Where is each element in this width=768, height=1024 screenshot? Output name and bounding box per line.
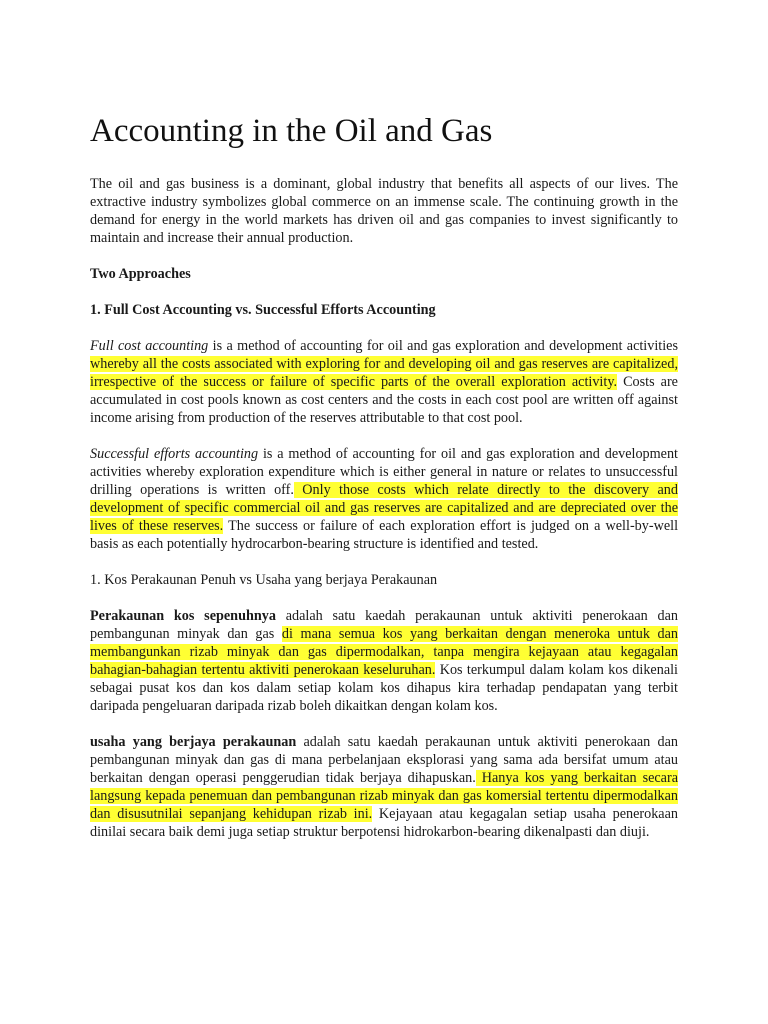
full-cost-text-2: Costs are accumulated in cost pools known as cost centers and the costs in each cost pool are written off against income arising from production of the reserves attributable to that cost pool. <box>90 374 678 426</box>
kos-penuh-text-1: adalah satu kaedah perakaunan untuk aktiviti penerokaan dan pembangunan minyak dan gas <box>90 608 678 642</box>
subheading-english: 1. Full Cost Accounting vs. Successful Efforts Accounting <box>90 302 436 318</box>
full-cost-text-1: is a method of accounting for oil and gas exploration and development activities <box>208 338 678 354</box>
kos-penuh-highlight: di mana semua kos yang berkaitan dengan meneroka untuk dan membangunkan rizab minyak dan gas dipermodalkan, tanpa mengira kejayaan atau kegagalan bahagian-bahagian tertentu aktiviti penerokaan keseluruhan. <box>90 626 678 678</box>
successful-efforts-text-2: The success or failure of each exploration effort is judged on a well-by-well basis as each potentially hydrocarbon-bearing structure is identified and tested. <box>90 518 679 552</box>
intro-paragraph: The oil and gas business is a dominant, global industry that benefits all aspects of our lives. The extractive industry symbolizes global commerce on an immense scale. The continuing growth in the demand for energy in the world markets has driven oil and gas companies to invest significantly to maintain and increase their annual production. <box>90 176 678 246</box>
successful-efforts-highlight: Only those costs which relate directly to the discovery and development of specific commercial oil and gas reserves are capitalized and are depreciated over the lives of these reserves. <box>90 482 678 534</box>
kos-penuh-text-2: Kos terkumpul dalam kolam kos dikenali sebagai pusat kos dan kos dalam setiap kolam kos dihapus kira terhadap pendapatan yang terbit daripada pengeluaran daripada rizab boleh dikaitkan dengan kolam kos. <box>90 662 678 714</box>
document-title: Accounting in the Oil and Gas <box>90 113 493 149</box>
usaha-berjaya-paragraph <box>90 733 678 841</box>
kos-penuh-term: Perakaunan kos sepenuhnya <box>90 608 276 624</box>
usaha-berjaya-highlight: Hanya kos yang berkaitan secara langsung kepada penemuan dan pembangunan rizab minyak dan gas komersial tertentu dipermodalkan dan disusutnilai sepanjang kehidupan rizab ini. <box>90 770 679 822</box>
full-cost-highlight: whereby all the costs associated with exploring for and developing oil and gas reserves are capitalized, irrespective of the success or failure of specific parts of the overall exploration activity. <box>90 356 678 390</box>
kos-penuh-paragraph <box>90 607 678 715</box>
usaha-berjaya-text-2: Kejayaan atau kegagalan setiap usaha penerokaan dinilai secara baik demi juga setiap struktur berpotensi hidrokarbon-bearing dikenalpasti dan diuji. <box>90 806 678 840</box>
successful-efforts-text-1: is a method of accounting for oil and gas exploration and development activities whereby exploration expenditure which is either general in nature or relates to unsuccessful drilling operations is written off. <box>90 446 678 498</box>
section-heading: Two Approaches <box>90 266 191 282</box>
usaha-berjaya-term: usaha yang berjaya perakaunan <box>90 734 297 750</box>
full-cost-term: Full cost accounting <box>90 338 209 354</box>
successful-efforts-paragraph <box>90 445 678 553</box>
successful-efforts-term: Successful efforts accounting <box>90 446 259 462</box>
full-cost-paragraph <box>90 337 678 427</box>
subheading-malay: 1. Kos Perakaunan Penuh vs Usaha yang berjaya Perakaunan <box>90 572 438 588</box>
usaha-berjaya-text-1: adalah satu kaedah perakaunan untuk aktiviti penerokaan dan pembangunan minyak dan gas di mana perbelanjaan eksplorasi yang sama ada bersifat umum atau berkaitan dengan operasi penggerudian tidak berjaya dihapuskan. <box>90 734 678 786</box>
